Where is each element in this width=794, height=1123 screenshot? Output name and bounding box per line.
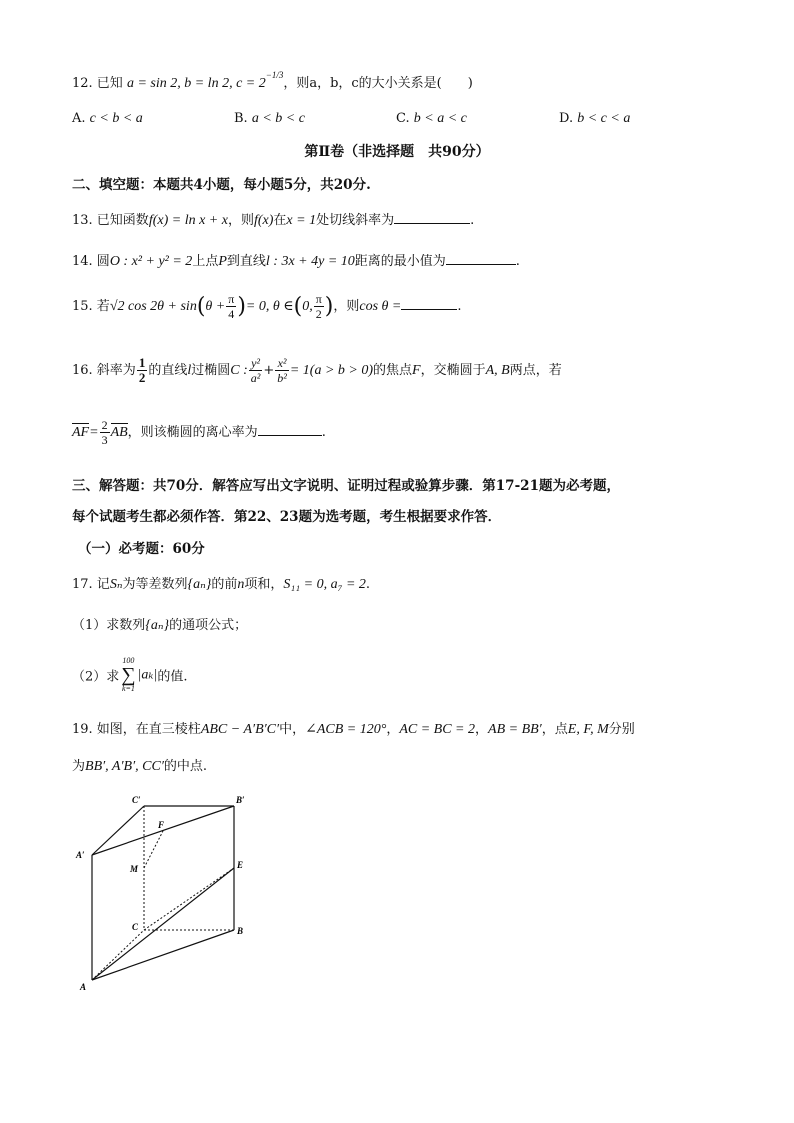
edge-a-b: [92, 930, 234, 980]
q12-option-c: C. b < a < c: [396, 111, 467, 126]
question-16: 16. 斜率为 $\frac{1}{2}$ 的直线l过椭圆C : $\frac{\text{y²}}{\text{a²}}$ + $\frac{\text{x²}}{\text{b²}}$ = 1(a > b > 0)的焦点F，交椭圆于A, B两点，若: [72, 355, 562, 385]
q12-option-a: A. c < b < a: [72, 111, 143, 126]
q12-tail: ，则a，b，c的大小关系是( ): [283, 76, 473, 91]
label-b: B: [237, 926, 244, 936]
question-13: 13. 已知函数f(x) = ln x + x，则f(x)在x = 1处切线斜率为 .: [72, 213, 475, 228]
question-12: [72, 69, 473, 92]
label-m: M: [130, 864, 139, 874]
solve-heading-line-1: 三、解答题：共70分．解答应写出文字说明、证明过程或验算步骤．第17-21题为必考题，: [72, 478, 620, 494]
label-c: C: [132, 922, 139, 932]
label-f: F: [158, 820, 165, 830]
question-17: 17. 记Sₙ为等差数列{aₙ}的前n项和，S₁₁ = 0, a₇ = 2.: [72, 577, 371, 592]
question-19: 19. 如图，在直三棱柱ABC − A′B′C′中，∠ACB = 120°，AC = BC = 2，AB = BB′，点E, F, M分别: [72, 722, 635, 737]
solve-heading-line-2: 每个试题考生都必须作答．第22、23题为选考题，考生根据要求作答．: [72, 509, 502, 525]
label-a: A: [80, 982, 87, 992]
question-17-part-2: （2）求 100 ∑ k=1 |aₖ|的值.: [72, 656, 188, 693]
q12-number: 12. 已知: [72, 76, 123, 91]
q13-answer-blank[interactable]: [394, 211, 470, 224]
edge-c-e: [144, 868, 234, 930]
q12-exponent: −1/3: [265, 69, 284, 80]
q15-answer-blank[interactable]: [401, 297, 457, 310]
label-a1: A′: [76, 850, 85, 860]
section-2-title: 第Ⅱ卷（非选择题 共90分）: [304, 144, 490, 160]
q12-expression: a = sin 2, b = ln 2, c = 2: [126, 76, 266, 91]
required-heading: （一）必考题：60分: [78, 541, 205, 557]
label-c1: C′: [132, 795, 141, 805]
question-19-continued: 为BB′, A′B′, CC′的中点.: [72, 759, 208, 774]
question-15: 15. 若√2 cos 2θ + sin(θ + $\frac{\pi}{4}$ )= 0, θ ∈(0, $\frac{\pi}{2}$ )，则cos θ = .: [72, 292, 462, 321]
label-e: E: [237, 860, 244, 870]
q16-answer-blank[interactable]: [258, 423, 322, 436]
edge-a-e: [92, 868, 234, 980]
question-14: 14. 圆O : x² + y² = 2上点P到直线l : 3x + 4y = 10距离的最小值为 .: [72, 254, 520, 269]
edge-a1-c1: [92, 806, 144, 855]
label-b1: B′: [236, 795, 245, 805]
q12-option-d: D. b < c < a: [559, 111, 631, 126]
question-17-part-1: （1）求数列{aₙ}的通项公式；: [72, 618, 248, 633]
q14-answer-blank[interactable]: [446, 252, 516, 265]
q12-option-b: B. a < b < c: [234, 111, 305, 126]
fill-in-heading: 二、填空题：本题共4小题，每小题5分，共20分.: [72, 177, 371, 193]
question-16-continued: AF= $\frac{2}{3}$ AB，则该椭圆的离心率为 .: [72, 418, 326, 447]
edge-a1-b1: [92, 806, 234, 855]
prism-figure: [70, 790, 260, 1000]
edge-a-c: [92, 930, 144, 980]
